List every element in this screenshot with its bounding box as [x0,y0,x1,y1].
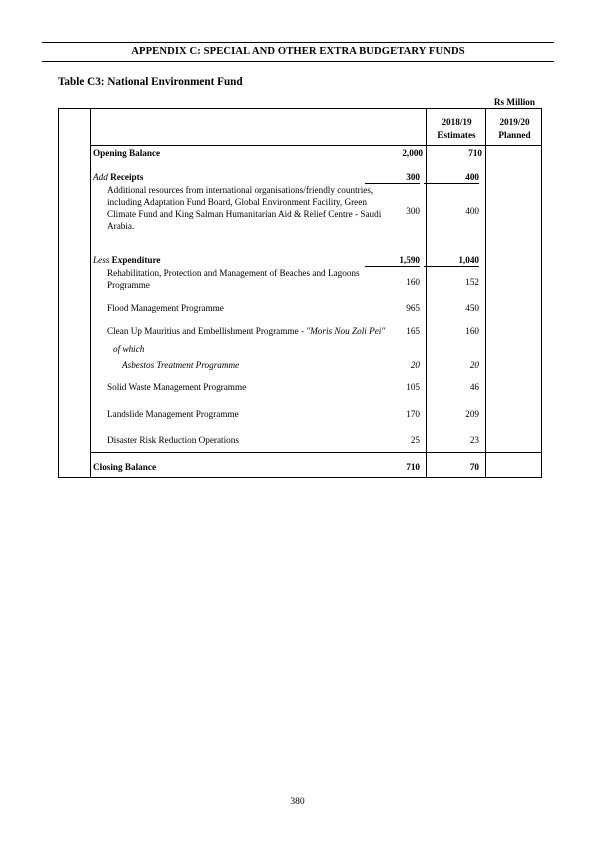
text-line: including Adaptation Fund Board, Global Environment Facility, Green [107,197,367,207]
receipts-heading [93,171,143,183]
column-header-2018 [429,116,484,142]
expenditure-item-description: Disaster Risk Reduction Operations [107,435,239,445]
expenditure-item-2018: 170 [406,409,420,419]
expenditure-item-2019: 450 [465,303,479,313]
expenditure-item-2018: 165 [406,326,420,336]
receipts-label: Receipts [110,172,144,182]
text-line: Clean Up Mauritius and Embellishment Programme - [107,326,307,336]
column-divider [90,109,91,477]
column-divider [426,109,427,477]
closing-balance-label: Closing Balance [93,462,157,472]
receipts-prefix: Add [93,172,108,182]
expenditure-prefix: Less [93,255,110,265]
table-title: Table C3: National Environment Fund [58,76,243,88]
receipts-total-2018: 300 [365,171,420,184]
column-header-2019 [487,116,542,142]
programme-nickname: "Moris Nou Zoli Pei" [306,326,386,336]
closing-balance-2019: 70 [469,462,479,472]
column-header-type: Estimates [437,130,476,140]
closing-divider [90,452,541,453]
text-line: Arabia. [107,221,135,231]
receipts-total-2019: 400 [424,171,479,184]
expenditure-item-2018: 160 [406,277,420,287]
expenditure-heading [93,254,160,266]
column-header-year: 2019/20 [499,117,530,127]
text-line: Programme [107,280,150,290]
opening-balance-2019: 710 [468,148,482,158]
column-divider [485,109,486,477]
column-header-type: Planned [498,130,531,140]
text-line: Rehabilitation, Protection and Management of Beaches and Lagoons [107,268,360,278]
expenditure-item-2018: 25 [410,435,420,445]
sub-item-2018: 20 [410,360,420,370]
expenditure-item-description: Landslide Management Programme [107,409,239,419]
expenditure-item-2018: 965 [406,303,420,313]
expenditure-label: Expenditure [111,255,161,265]
receipts-item-2019: 400 [465,206,479,216]
fund-table [58,108,542,478]
expenditure-item-2019: 160 [465,326,479,336]
expenditure-total-2018: 1,590 [365,254,420,267]
unit-label: Rs Million [493,97,535,107]
expenditure-item-2019: 152 [465,277,479,287]
expenditure-item-2018: 105 [406,382,420,392]
text-line: Additional resources from international organisations/friendly countries, [107,185,374,195]
sub-item-2019: 20 [469,360,479,370]
page-header: APPENDIX C: SPECIAL AND OTHER EXTRA BUDGETARY FUNDS [42,42,554,62]
expenditure-total-2019: 1,040 [424,254,479,267]
expenditure-item-description: Solid Waste Management Programme [107,382,247,392]
page-number: 380 [290,797,305,807]
opening-balance-2018: 2,000 [402,148,423,158]
expenditure-item-2019: 209 [465,409,479,419]
header-divider [90,145,541,146]
expenditure-item-2019: 46 [469,382,479,392]
column-header-year: 2018/19 [441,117,472,127]
receipts-item-2018: 300 [406,206,420,216]
opening-balance-label: Opening Balance [93,148,161,158]
text-line: Climate Fund and King Salman Humanitarian Aid & Relief Centre - Saudi [107,209,382,219]
expenditure-item-2019: 23 [469,435,479,445]
expenditure-item-description: Flood Management Programme [107,303,224,313]
of-which-label: of which [113,344,145,354]
sub-item-description: Asbestos Treatment Programme [122,360,240,370]
closing-balance-2018: 710 [406,462,420,472]
